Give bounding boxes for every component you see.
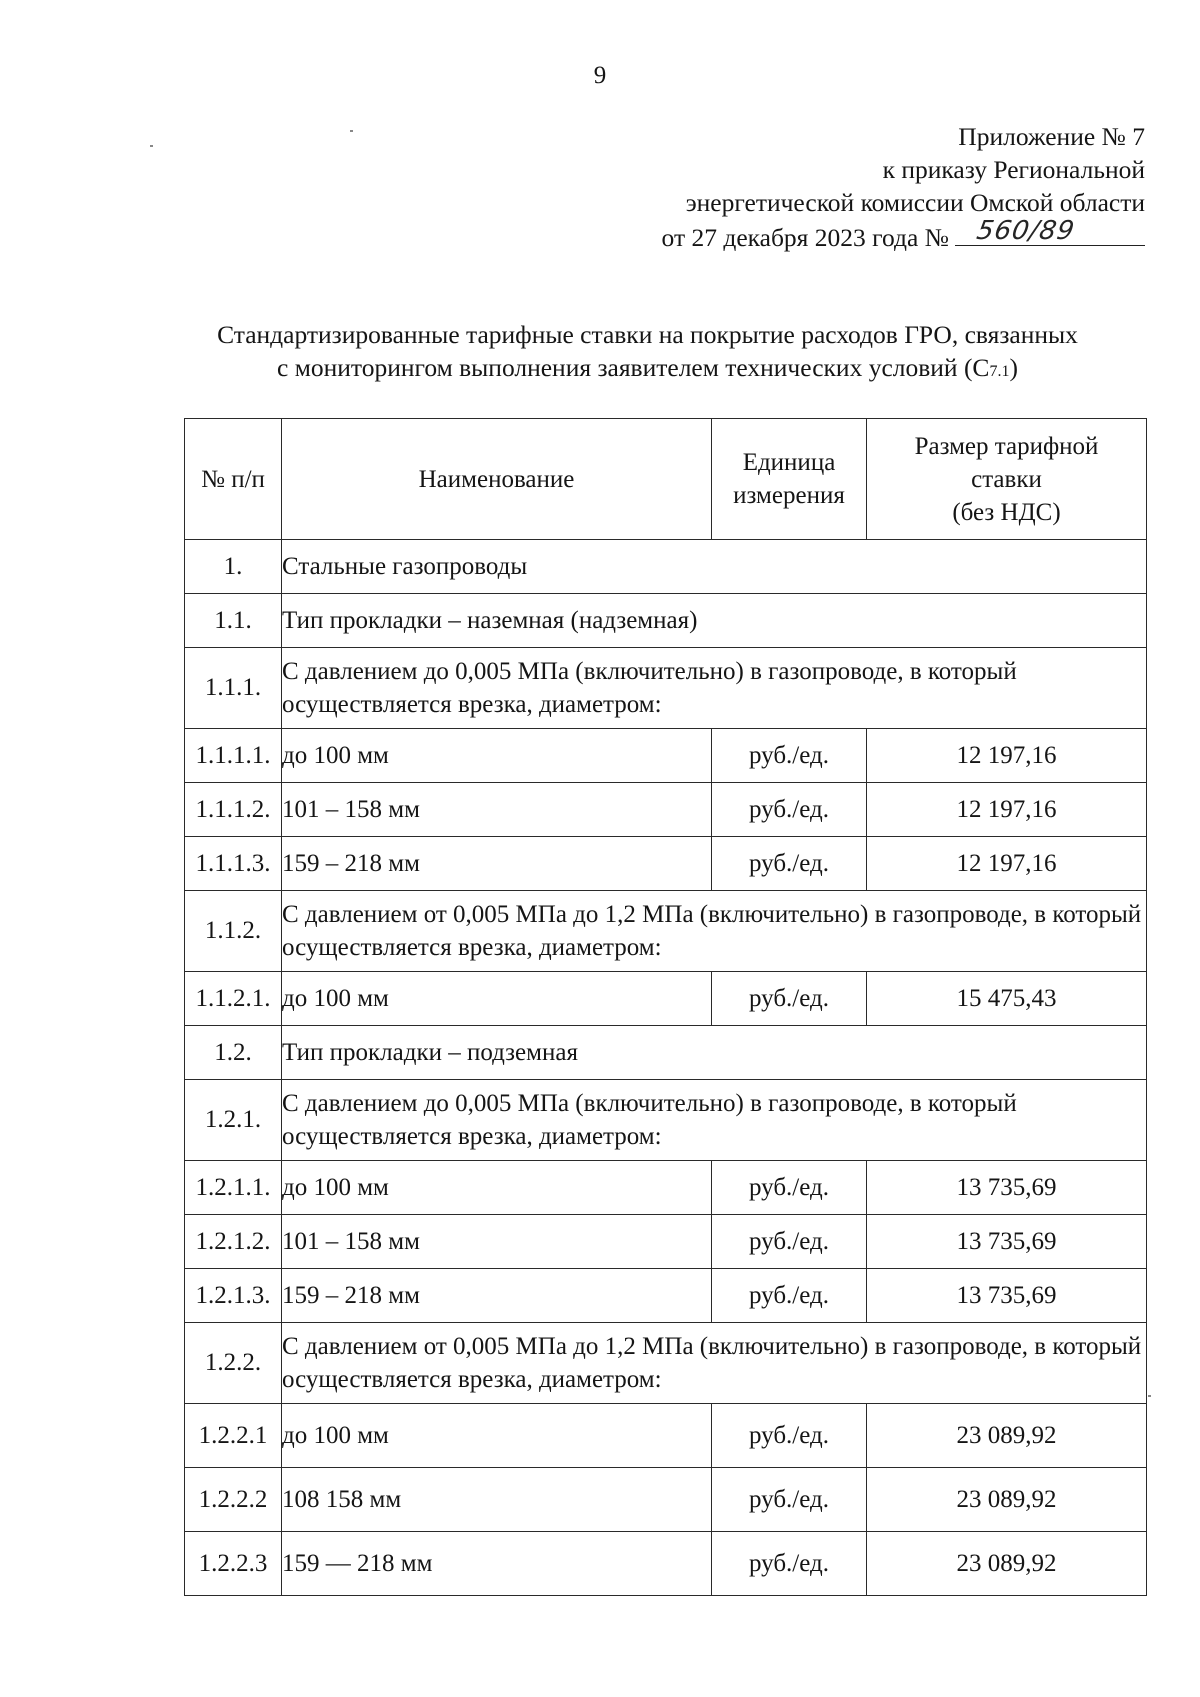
table-row (185, 729, 1147, 783)
row-num: 1.1. (185, 594, 282, 648)
scan-speck (150, 145, 153, 147)
scan-speck (350, 130, 353, 132)
table-row (185, 972, 1147, 1026)
page-number: 9 (593, 62, 607, 89)
row-num: 1.2.1. (185, 1080, 282, 1161)
row-num: 1.2. (185, 1026, 282, 1080)
table-row (185, 1323, 1147, 1404)
row-num: 1.1.1.1. (185, 729, 282, 783)
row-num: 1. (185, 540, 282, 594)
header-value-line-1: Размер тарифной (914, 432, 1099, 460)
row-name: до 100 мм (282, 972, 712, 1026)
order-number-field (955, 216, 1145, 246)
header-name: Наименование (282, 419, 712, 540)
table-row (185, 891, 1147, 972)
header-value-line-3: (без НДС) (952, 498, 1061, 526)
table-row (185, 594, 1147, 648)
document-title (150, 318, 1145, 388)
row-name: 159 – 218 мм (282, 837, 712, 891)
row-num: 1.2.1.2. (185, 1215, 282, 1269)
header-value-line-2: ставки (971, 465, 1042, 493)
row-unit: руб./ед. (712, 1468, 867, 1532)
handwritten-order-number: 560/89 (974, 216, 1078, 246)
row-value: 12 197,16 (867, 729, 1147, 783)
row-value: 12 197,16 (867, 783, 1147, 837)
row-num: 1.2.2.3 (185, 1532, 282, 1596)
row-unit: руб./ед. (712, 972, 867, 1026)
row-name: С давлением от 0,005 МПа до 1,2 МПа (включительно) в газопроводе, в который осуществляется врезка, диаметром: (282, 891, 1147, 972)
row-value: 23 089,92 (867, 1468, 1147, 1532)
row-num: 1.2.2.2 (185, 1468, 282, 1532)
scan-speck (1148, 1395, 1151, 1397)
table-row (185, 1404, 1147, 1468)
row-name: С давлением от 0,005 МПа до 1,2 МПа (включительно) в газопроводе, в который осуществляется врезка, диаметром: (282, 1323, 1147, 1404)
title-line-2 (150, 351, 1145, 388)
table-row (185, 837, 1147, 891)
header-num: № п/п (185, 419, 282, 540)
table-row (185, 1468, 1147, 1532)
title-line-2-text: с мониторингом выполнения заявителем технических условий (С (277, 353, 990, 382)
row-name: до 100 мм (282, 729, 712, 783)
row-value: 23 089,92 (867, 1404, 1147, 1468)
row-name: до 100 мм (282, 1161, 712, 1215)
row-name: Тип прокладки – наземная (надземная) (282, 594, 1147, 648)
row-num: 1.2.2. (185, 1323, 282, 1404)
row-name: С давлением до 0,005 МПа (включительно) в газопроводе, в который осуществляется врезка, диаметром: (282, 648, 1147, 729)
table-row (185, 1026, 1147, 1080)
header-unit-line-1: Единица (742, 449, 836, 476)
row-name: 101 – 158 мм (282, 783, 712, 837)
row-name: Стальные газопроводы (282, 540, 1147, 594)
row-value: 15 475,43 (867, 972, 1147, 1026)
table-header-row (185, 419, 1147, 540)
table-row (185, 648, 1147, 729)
table-row (185, 540, 1147, 594)
table-row (185, 1215, 1147, 1269)
row-name: 159 — 218 мм (282, 1532, 712, 1596)
table-row (185, 1532, 1147, 1596)
row-unit: руб./ед. (712, 1269, 867, 1323)
table-row (185, 1161, 1147, 1215)
row-value: 23 089,92 (867, 1532, 1147, 1596)
annex-title: Приложение № 7 (958, 122, 1145, 151)
header-unit-line-2: измерения (733, 482, 845, 509)
row-name: Тип прокладки – подземная (282, 1026, 1147, 1080)
tariff-table (184, 418, 1147, 1596)
title-line-1: Стандартизированные тарифные ставки на покрытие расходов ГРО, связанных (217, 320, 1078, 349)
row-name: до 100 мм (282, 1404, 712, 1468)
table-row (185, 783, 1147, 837)
row-num: 1.1.2.1. (185, 972, 282, 1026)
title-line-2-end: ) (1009, 353, 1018, 382)
row-unit: руб./ед. (712, 1161, 867, 1215)
row-num: 1.2.1.1. (185, 1161, 282, 1215)
annex-order-ref: к приказу Региональной (882, 155, 1145, 184)
row-name: С давлением до 0,005 МПа (включительно) в газопроводе, в который осуществляется врезка, диаметром: (282, 1080, 1147, 1161)
row-value: 12 197,16 (867, 837, 1147, 891)
row-value: 13 735,69 (867, 1269, 1147, 1323)
title-subscript: 7.1 (989, 363, 1010, 380)
row-value: 13 735,69 (867, 1215, 1147, 1269)
row-unit: руб./ед. (712, 1215, 867, 1269)
row-name: 108 158 мм (282, 1468, 712, 1532)
row-num: 1.1.1. (185, 648, 282, 729)
annex-date-line (525, 216, 1145, 254)
header-value (867, 419, 1147, 540)
row-unit: руб./ед. (712, 837, 867, 891)
table-row (185, 1269, 1147, 1323)
row-unit: руб./ед. (712, 1532, 867, 1596)
row-num: 1.2.2.1 (185, 1404, 282, 1468)
annex-block (525, 120, 1145, 254)
row-num: 1.2.1.3. (185, 1269, 282, 1323)
annex-commission: энергетической комиссии Омской области (685, 188, 1145, 217)
row-unit: руб./ед. (712, 783, 867, 837)
header-unit (712, 419, 867, 540)
row-num: 1.1.2. (185, 891, 282, 972)
row-name: 159 – 218 мм (282, 1269, 712, 1323)
row-value: 13 735,69 (867, 1161, 1147, 1215)
row-num: 1.1.1.2. (185, 783, 282, 837)
row-name: 101 – 158 мм (282, 1215, 712, 1269)
table-row (185, 1080, 1147, 1161)
row-num: 1.1.1.3. (185, 837, 282, 891)
annex-date: от 27 декабря 2023 года № (661, 223, 949, 252)
row-unit: руб./ед. (712, 729, 867, 783)
row-unit: руб./ед. (712, 1404, 867, 1468)
